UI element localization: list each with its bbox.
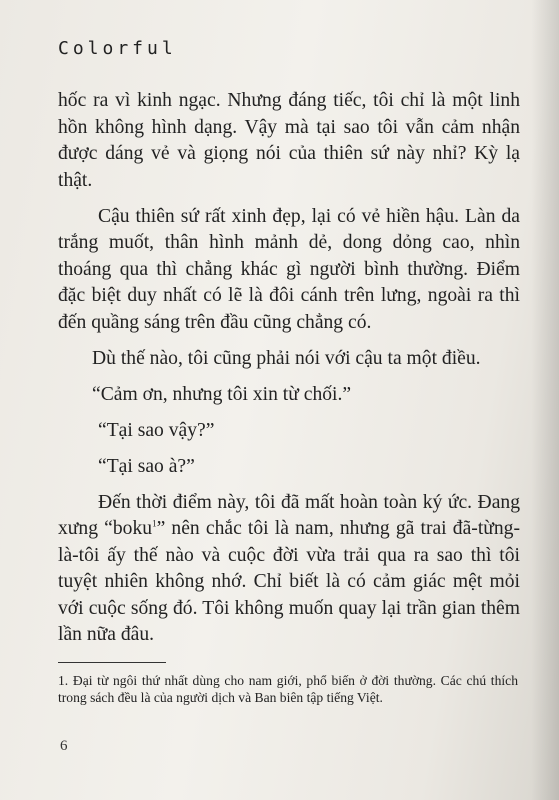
footnote-rule	[58, 662, 166, 663]
page-number: 6	[60, 738, 68, 754]
paragraph-4-part-2: ” nên chắc tôi là nam, nhưng gã trai đã-từng-là-tôi ấy thế nào và cuộc đời vừa trải qua ra sao thì tôi tuyệt nhiên không nhớ. Chỉ biết là có cảm giác mệt mỏi với cuộc sống đó. Tôi không muốn quay lại trần gian thêm lần nữa đâu.	[58, 518, 520, 645]
body-text	[58, 88, 520, 658]
paragraph-4	[58, 490, 520, 649]
paragraph-1: hốc ra vì kinh ngạc. Nhưng đáng tiếc, tôi chỉ là một linh hồn không hình dạng. Vậy mà tại sao tôi vẫn cảm nhận được dáng vẻ và giọng nói của thiên sứ này nhỉ? Kỳ lạ thật.	[58, 90, 520, 191]
dialogue-line-1: “Cảm ơn, nhưng tôi xin từ chối.”	[92, 383, 352, 405]
paragraph-3: Dù thế nào, tôi cũng phải nói với cậu ta một điều.	[92, 347, 481, 369]
paragraph-2: Cậu thiên sứ rất xinh đẹp, lại có vẻ hiền hậu. Làn da trắng muốt, thân hình mảnh dẻ, dong dỏng cao, nhìn thoáng qua thì chẳng khác gì người bình thường. Điểm đặc biệt duy nhất có lẽ là đôi cánh trên lưng, ngoài ra thì đến quầng sáng trên đầu cũng chẳng có.	[58, 205, 520, 333]
dialogue-line-2: “Tại sao vậy?”	[98, 419, 215, 441]
footnote-text: 1. Đại từ ngôi thứ nhất dùng cho nam giới, phổ biến ở đời thường. Các chú thích trong sách đều là của người dịch và Ban biên tập tiếng Việt.	[58, 673, 518, 705]
footnote-reference: 1	[152, 518, 157, 529]
running-head: Colorful	[58, 38, 177, 59]
dialogue-line-3: “Tại sao à?”	[98, 455, 195, 477]
paragraph-4-part-1: Đến thời điểm này, tôi đã mất hoàn toàn ký ức. Đang xưng “boku	[58, 491, 520, 539]
